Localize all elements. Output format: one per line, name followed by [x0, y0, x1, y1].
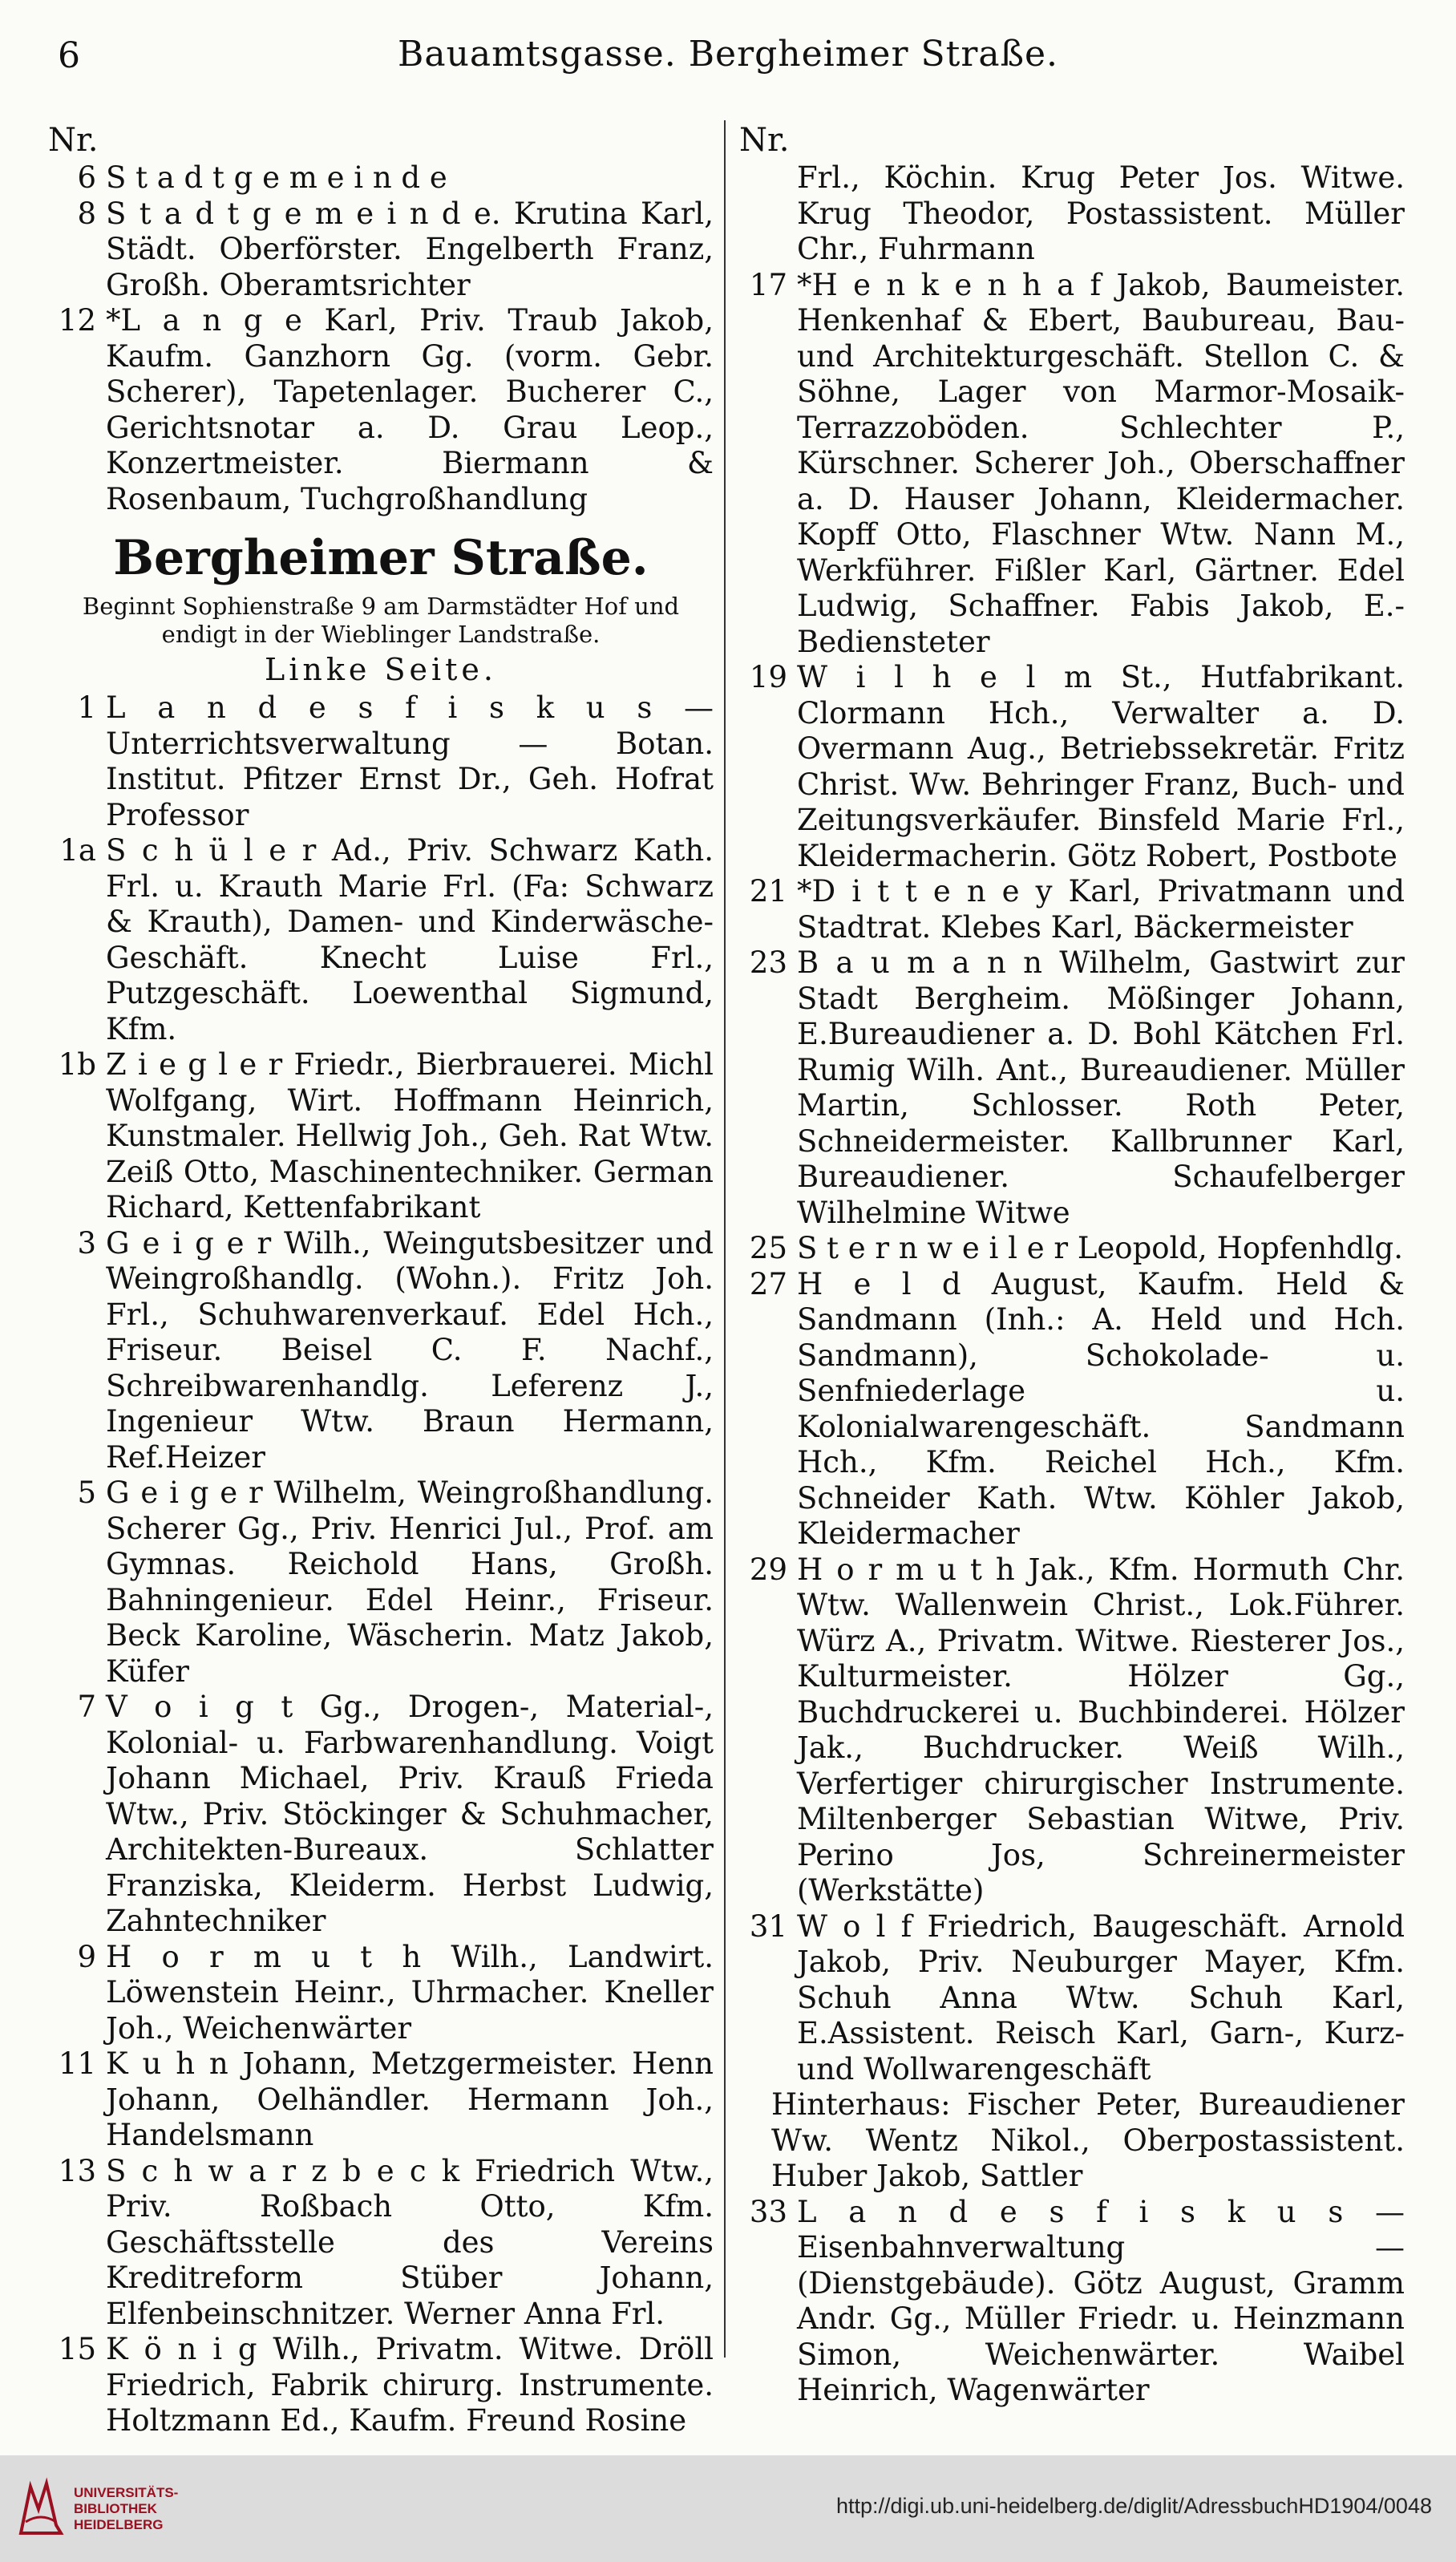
house-number: 23	[749, 945, 787, 980]
address-entry	[48, 303, 714, 517]
library-name-line: UNIVERSITÄTS-	[74, 2485, 179, 2500]
house-number: 17	[749, 267, 787, 302]
resident-list: S t e r n w e i l e r Leopold, Hopfenhdlg.	[797, 1231, 1404, 1265]
address-entry	[48, 1047, 714, 1226]
address-entry	[739, 2195, 1405, 2409]
address-entry	[739, 1231, 1405, 1267]
address-entry	[48, 196, 714, 304]
column-divider	[724, 120, 726, 2358]
address-entry	[739, 1909, 1405, 2088]
address-entry	[48, 2154, 714, 2333]
house-number: 25	[749, 1231, 787, 1265]
resident-list: *L a n g e Karl, Priv. Traub Jakob, Kaufm. Ganzhorn Gg. (vorm. Gebr. Scherer), Tapetenlager. Bucherer C., Gerichtsnotar a. D. Grau Leop., Konzertmeister. Biermann & Rosenbaum, Tuchgroßhandlung	[106, 303, 714, 516]
address-entry	[48, 1940, 714, 2047]
resident-list: H o r m u t h Wilh., Landwirt. Löwenstein Heinr., Uhrmacher. Kneller Joh., Weichenwärter	[106, 1939, 714, 2046]
address-entry	[48, 833, 714, 1047]
library-seal-icon	[14, 2477, 67, 2541]
library-logo[interactable]	[14, 2473, 183, 2545]
running-title: Bauamtsgasse. Bergheimer Straße.	[398, 34, 1058, 75]
house-number: 1b	[58, 1047, 96, 1082]
house-number: 27	[749, 1266, 787, 1301]
house-number: 12	[58, 303, 96, 338]
house-number: 9	[77, 1939, 96, 1974]
resident-list: L a n d e s f i s k u s — Eisenbahnverwaltung — (Dienstgebäude). Götz August, Gramm Andr. Gg., Müller Friedr. u. Heinzmann Simon, Weichenwärter. Waibel Heinrich, Wagenwärter	[797, 2194, 1405, 2407]
resident-list: *H e n k e n h a f Jakob, Baumeister. Henkenhaf & Ebert, Baubureau, Bau- und Architekturgeschäft. Stellon C. & Söhne, Lager von Marmor-Mosaik-Terrazzoböden. Schlechter P., Kürschner. Scherer Joh., Oberschaffner a. D. Hauser Johann, Kleidermacher. Kopff Otto, Flaschner Wtw. Nann M., Werkführer. Fißler Karl, Gärtner. Edel Ludwig, Schaffner. Fabis Jakob, E.-Bediensteter	[797, 267, 1405, 659]
right-entries-2	[739, 2195, 1405, 2409]
address-entry	[48, 2332, 714, 2439]
resident-list: *D i t t e n e y Karl, Privatmann und Stadtrat. Klebes Karl, Bäckermeister	[797, 874, 1405, 945]
house-number: 6	[77, 160, 96, 195]
address-entry	[739, 660, 1405, 874]
continuation-entry	[739, 160, 1405, 268]
resident-list: S t a d t g e m e i n d e	[106, 160, 447, 195]
house-number: 1a	[59, 833, 96, 868]
left-column	[48, 120, 714, 2439]
library-name-line: BIBLIOTHEK	[74, 2501, 157, 2516]
library-name-line: HEIDELBERG	[74, 2517, 164, 2532]
house-number: 31	[749, 1908, 787, 1944]
right-entries	[739, 268, 1405, 2088]
resident-list: L a n d e s f i s k u s — Unterrichtsverwaltung — Botan. Institut. Pfitzer Ernst Dr., Geh. Hofrat Professor	[106, 690, 714, 832]
address-entry	[739, 1267, 1405, 1552]
house-number: 33	[749, 2194, 787, 2229]
resident-list: S c h ü l e r Ad., Priv. Schwarz Kath. Frl. u. Krauth Marie Frl. (Fa: Schwarz & Krauth), Damen- und Kinderwäsche-Geschäft. Knecht Luise Frl., Putzgeschäft. Loewenthal Sigmund, Kfm.	[106, 833, 714, 1046]
library-name	[74, 2485, 178, 2533]
resident-list: W o l f Friedrich, Baugeschäft. Arnold Jakob, Priv. Neuburger Mayer, Kfm. Schuh Anna Wtw. Schuh Karl, E.Assistent. Reisch Karl, Garn-, Kurz- und Wollwarengeschäft	[797, 1908, 1405, 2086]
resident-list: S t a d t g e m e i n d e. Krutina Karl, Städt. Oberförster. Engelberth Franz, Großh. Oberamtsrichter	[106, 196, 714, 302]
house-number: 1	[77, 690, 96, 725]
resident-list: Z i e g l e r Friedr., Bierbrauerei. Michl Wolfgang, Wirt. Hoffmann Heinrich, Kunstmaler. Hellwig Joh., Geh. Rat Wtw. Zeiß Otto, Maschinentechniker. German Richard, Kettenfabrikant	[106, 1047, 714, 1224]
resident-list: K ö n i g Wilh., Privatm. Witwe. Dröll Friedrich, Fabrik chirurg. Instrumente. Holtzmann Ed., Kaufm. Freund Rosine	[106, 2332, 714, 2438]
resident-list: G e i g e r Wilhelm, Weingroßhandlung. Scherer Gg., Priv. Henrici Jul., Prof. am Gymnas. Reichold Hans, Großh. Bahningenieur. Edel Heinr., Friseur. Beck Karoline, Wäscherin. Matz Jakob, Küfer	[106, 1475, 714, 1689]
address-entry	[739, 1552, 1405, 1909]
house-number: 19	[749, 660, 787, 694]
address-entry	[48, 2046, 714, 2154]
resident-list: H o r m u t h Jak., Kfm. Hormuth Chr. Wtw. Wallenwein Christ., Lok.Führer. Würz A., Privatm. Witwe. Riesterer Jos., Kulturmeister. Hölzer Gg., Buchdruckerei u. Buchbinderei. Hölzer Jak., Buchdrucker. Weiß Wilh., Verfertiger chirurgischer Instrumente. Miltenberger Sebastian Witwe, Priv. Perino Jos, Schreinermeister (Werkstätte)	[797, 1552, 1405, 1908]
hinterhaus-note: Hinterhaus: Fischer Peter, Bureaudiener Ww. Wentz Nikol., Oberpostassistent. Huber Jakob, Sattler	[771, 2087, 1405, 2193]
house-number: 21	[749, 874, 787, 909]
footer-bar	[0, 2455, 1456, 2562]
resident-list: B a u m a n n Wilhelm, Gastwirt zur Stadt Bergheim. Mößinger Johann, E.Bureaudiener a. D. Bohl Kätchen Frl. Rumig Wilh. Ant., Bureaudiener. Müller Martin, Schlosser. Roth Peter, Schneidermeister. Kallbrunner Karl, Bureaudiener. Schaufelberger Wilhelmine Witwe	[797, 945, 1405, 1230]
resident-list: V o i g t Gg., Drogen-, Material-, Kolonial- u. Farbwarenhandlung. Voigt Johann Michael, Priv. Krauß Frieda Wtw., Priv. Stöckinger & Schuhmacher, Architekten-Bureaux. Schlatter Franziska, Kleiderm. Herbst Ludwig, Zahntechniker	[106, 1690, 714, 1938]
house-number: 11	[58, 2046, 96, 2081]
resident-list: G e i g e r Wilh., Weingutsbesitzer und Weingroßhandlg. (Wohn.). Fritz Joh. Frl., Schuhwarenverkauf. Edel Hch., Friseur. Beisel C. F. Nachf., Schreibwarenhandlg. Leferenz J., Ingenieur Wtw. Braun Hermann, Ref.Heizer	[106, 1225, 714, 1475]
resident-list: S c h w a r z b e c k Friedrich Wtw., Priv. Roßbach Otto, Kfm. Geschäftsstelle des Vereins Kreditreform Stüber Johann, Elfenbeinschnitzer. Werner Anna Frl.	[106, 2153, 714, 2331]
left-entries-street	[48, 690, 714, 2439]
house-number: 5	[77, 1475, 96, 1510]
address-entry	[739, 268, 1405, 661]
street-description: Beginnt Sophienstraße 9 am Darmstädter Hof und endigt in der Wieblinger Landstraße.	[82, 593, 680, 648]
right-column	[739, 120, 1405, 2409]
address-entry	[48, 1226, 714, 1476]
left-entries	[48, 160, 714, 517]
house-number: 13	[58, 2153, 96, 2188]
house-number: 29	[749, 1552, 787, 1587]
source-url[interactable]: http://digi.ub.uni-heidelberg.de/diglit/AdressbuchHD1904/0048	[835, 2494, 1432, 2518]
page-number: 6	[58, 35, 80, 76]
side-label: Linke Seite.	[265, 652, 497, 687]
resident-list: H e l d August, Kaufm. Held & Sandmann (Inh.: A. Held und Hch. Sandmann), Schokolade- u. Senfniederlage u. Kolonialwarengeschäft. Sandmann Hch., Kfm. Reichel Hch., Kfm. Schneider Kath. Wtw. Köhler Jakob, Kleidermacher	[797, 1266, 1405, 1551]
house-number: 8	[77, 196, 96, 231]
address-entry	[48, 690, 714, 833]
continuation-text: Frl., Köchin. Krug Peter Jos. Witwe. Krug Theodor, Postassistent. Müller Chr., Fuhrmann	[797, 160, 1405, 266]
house-number: 3	[77, 1225, 96, 1261]
address-entry	[739, 874, 1405, 945]
address-entry	[48, 1690, 714, 1940]
nr-label: Nr.	[739, 122, 790, 159]
address-entry	[48, 160, 714, 196]
house-number: 7	[77, 1690, 96, 1724]
street-title: Bergheimer Straße.	[113, 530, 649, 586]
address-entry	[48, 1475, 714, 1690]
resident-list: W i l h e l m St., Hutfabrikant. Clormann Hch., Verwalter a. D. Overmann Aug., Betriebssekretär. Fritz Christ. Ww. Behringer Franz, Buch- und Zeitungsverkäufer. Binsfeld Marie Frl., Kleidermacherin. Götz Robert, Postbote	[797, 660, 1405, 873]
resident-list: K u h n Johann, Metzgermeister. Henn Johann, Oelhändler. Hermann Joh., Handelsmann	[106, 2046, 714, 2152]
nr-label: Nr.	[48, 122, 99, 159]
house-number: 15	[58, 2332, 96, 2366]
address-entry	[739, 945, 1405, 1231]
